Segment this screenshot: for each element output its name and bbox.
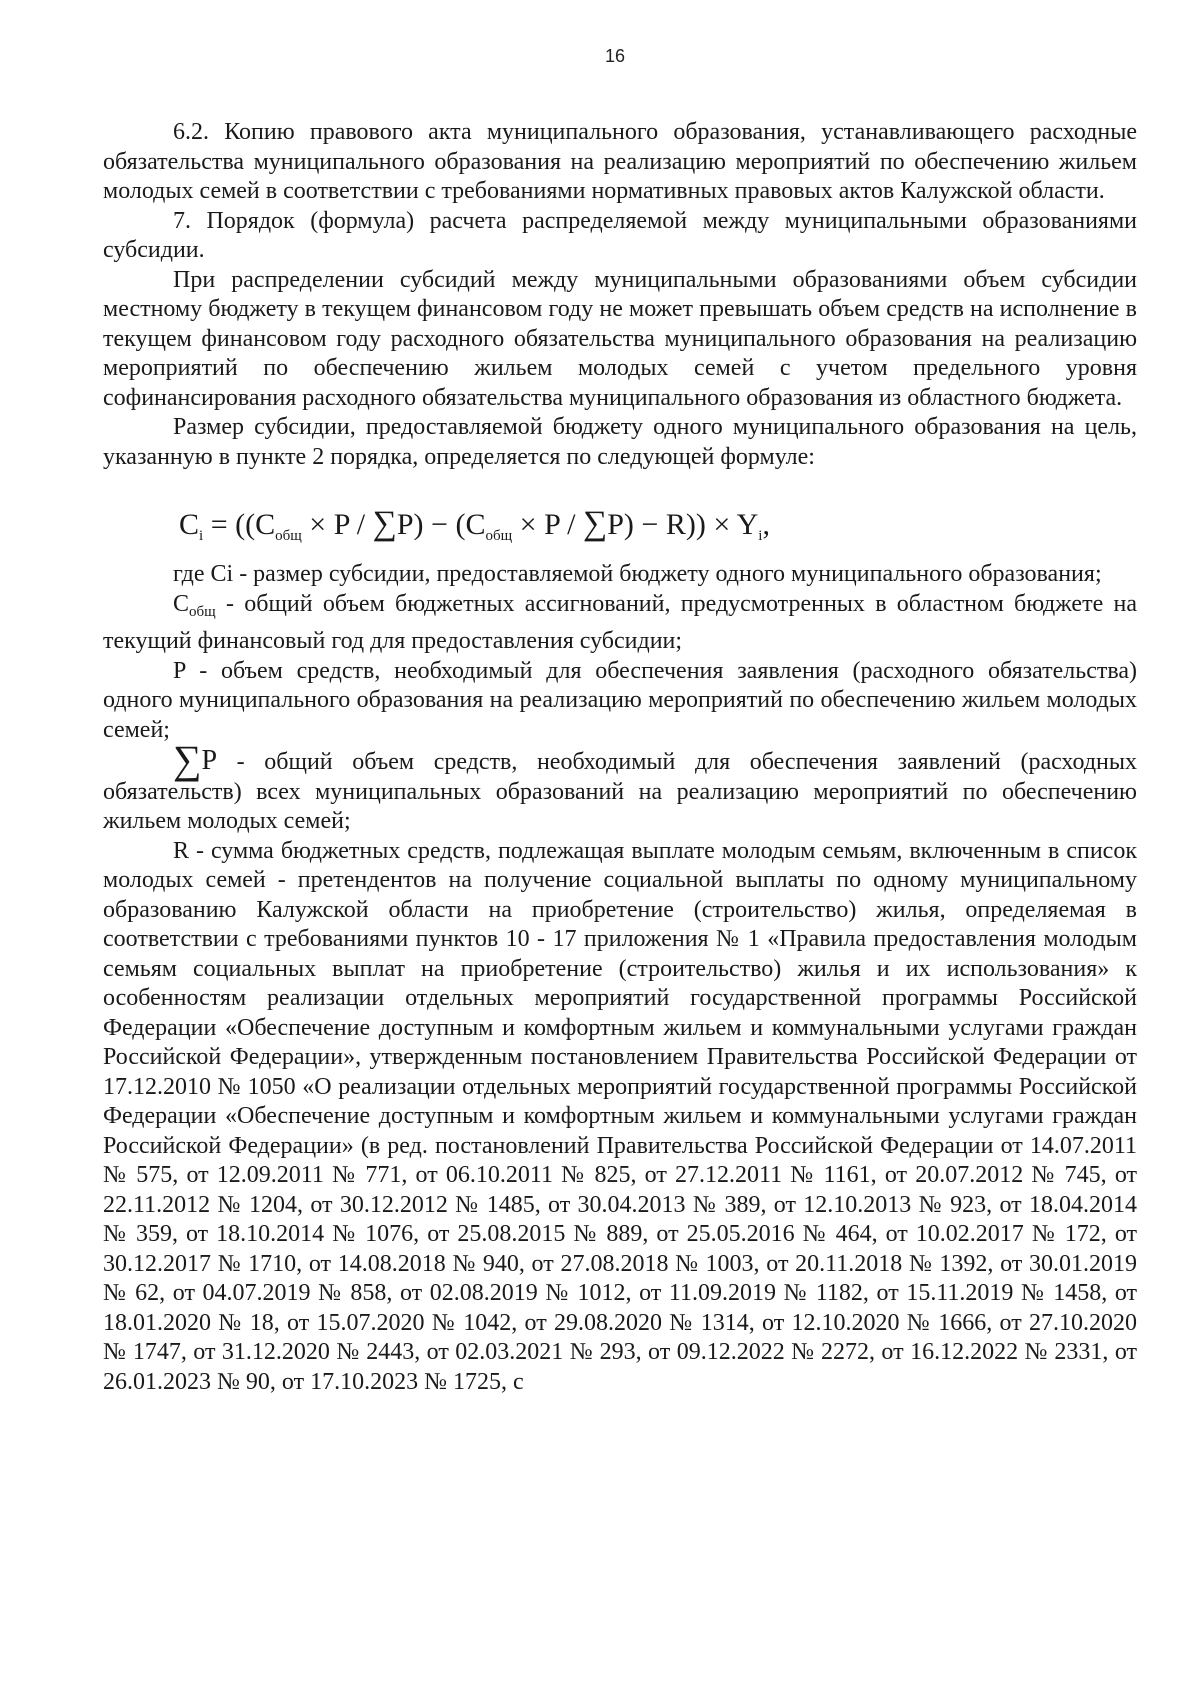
definition-cobsh xyxy=(103,590,1137,657)
cobsh-text: - общий объем бюджетных ассигнований, предусмотренных в областном бюджете на текущий финансовый год для предоставления субсидии; xyxy=(103,590,1137,654)
formula-comma: , xyxy=(762,508,770,541)
sum-symbol: ∑ xyxy=(173,737,202,782)
subsidy-formula xyxy=(103,494,1137,554)
formula-sub-i-2: i xyxy=(758,528,763,544)
definition-r: R - сумма бюджетных средств, подлежащая выплате молодым семьям, включенным в список молодых семей - претендентов на получение социальной выплаты по одному муниципальному образованию Калужской области на приобретение (строительство) жилья, определяемая в соответствии с требованиями пунктов 10 - 17 приложения № 1 «Правила предоставления молодым семьям социальных выплат на приобретение (строительство) жилья и их использования» к особенностям реализации отдельных мероприятий государственной программы Российской Федерации «Обеспечение доступным и комфортным жильем и коммунальными услугами граждан Российской Федерации», утвержденным постановлением Правительства Российской Федерации от 17.12.2010 № 1050 «О реализации отдельных мероприятий государственной программы Российской Федерации «Обеспечение доступным и комфортным жильем и коммунальными услугами граждан Российской Федерации» (в ред. постановлений Правительства Российской Федерации от 14.07.2011 № 575, от 12.09.2011 № 771, от 06.10.2011 № 825, от 27.12.2011 № 1161, от 20.07.2012 № 745, от 22.11.2012 № 1204, от 30.12.2012 № 1485, от 30.04.2013 № 389, от 12.10.2013 № 923, от 18.04.2014 № 359, от 18.10.2014 № 1076, от 25.08.2015 № 889, от 25.05.2016 № 464, от 10.02.2017 № 172, от 30.12.2017 № 1710, от 14.08.2018 № 940, от 27.08.2018 № 1003, от 20.11.2018 № 1392, от 30.01.2019 № 62, от 04.07.2019 № 858, от 02.08.2019 № 1012, от 11.09.2019 № 1182, от 15.11.2019 № 1458, от 18.01.2020 № 18, от 15.07.2020 № 1042, от 29.08.2020 № 1314, от 12.10.2020 № 1666, от 27.10.2020 № 1747, от 31.12.2020 № 2443, от 02.03.2021 № 293, от 09.12.2022 № 2272, от 16.12.2022 № 2331, от 26.01.2023 № 90, от 17.10.2023 № 1725, с xyxy=(103,837,1137,1395)
page-number: 16 xyxy=(604,46,626,66)
sum-p-letter: P xyxy=(201,745,218,776)
sum-p-text: - общий объем средств, необходимый для обеспечения заявлений (расходных обязательств) всех муниципальных образований на реализацию мероприятий по обеспечению жильем молодых семей; xyxy=(103,749,1137,834)
formula-part-3: P) − (C xyxy=(396,508,486,541)
formula-sub-obsh-1: общ xyxy=(275,528,302,544)
paragraph-6-2: 6.2. Копию правового акта муниципального образования, устанавливающего расходные обязательства муниципального образования на реализацию мероприятий по обеспечению жильем молодых семей в соответствии с требованиями нормативных правовых актов Калужской области. xyxy=(103,119,1137,204)
definition-sum-p xyxy=(103,737,1137,837)
cobsh-subscript: общ xyxy=(189,603,216,620)
paragraph-distribution-rule: При распределении субсидий между муниципальными образованиями объем субсидии местному бюджету в текущем финансовом году не может превышать объем средств на исполнение в текущем финансовом году расходного обязательства муниципального образования на реализацию мероприятий по обеспечению жильем молодых семей с учетом предельного уровня софинансирования расходного обязательства муниципального образования из областного бюджета. xyxy=(103,266,1137,411)
document-body xyxy=(103,118,1137,1397)
definition-ci: где Ci - размер субсидии, предоставляемой бюджету одного муниципального образования; xyxy=(173,561,1102,587)
formula-part-5: P) − R)) × Y xyxy=(607,508,759,541)
paragraph-7-heading: 7. Порядок (формула) расчета распределяемой между муниципальными образованиями субсидии. xyxy=(103,207,1137,263)
formula-part-2: × P / xyxy=(301,508,373,541)
formula-sub-obsh-2: общ xyxy=(485,528,513,544)
paragraph-formula-intro: Размер субсидии, предоставляемой бюджету одного муниципального образования на цель, указанную в пункте 2 порядка, определяется по следующей формуле: xyxy=(103,414,1137,470)
formula-part-4: × P / xyxy=(512,508,583,541)
formula-sigma-1: ∑ xyxy=(372,505,397,542)
formula-c: C xyxy=(179,508,200,541)
formula-sigma-2: ∑ xyxy=(582,505,608,542)
formula-part-1: = ((C xyxy=(203,508,276,541)
formula-sub-i: i xyxy=(199,528,204,544)
definition-p: P - объем средств, необходимый для обеспечения заявления (расходного обязательства) одного муниципального образования на реализацию мероприятий по обеспечению жильем молодых семей; xyxy=(103,657,1137,743)
cobsh-symbol: C xyxy=(173,590,190,617)
